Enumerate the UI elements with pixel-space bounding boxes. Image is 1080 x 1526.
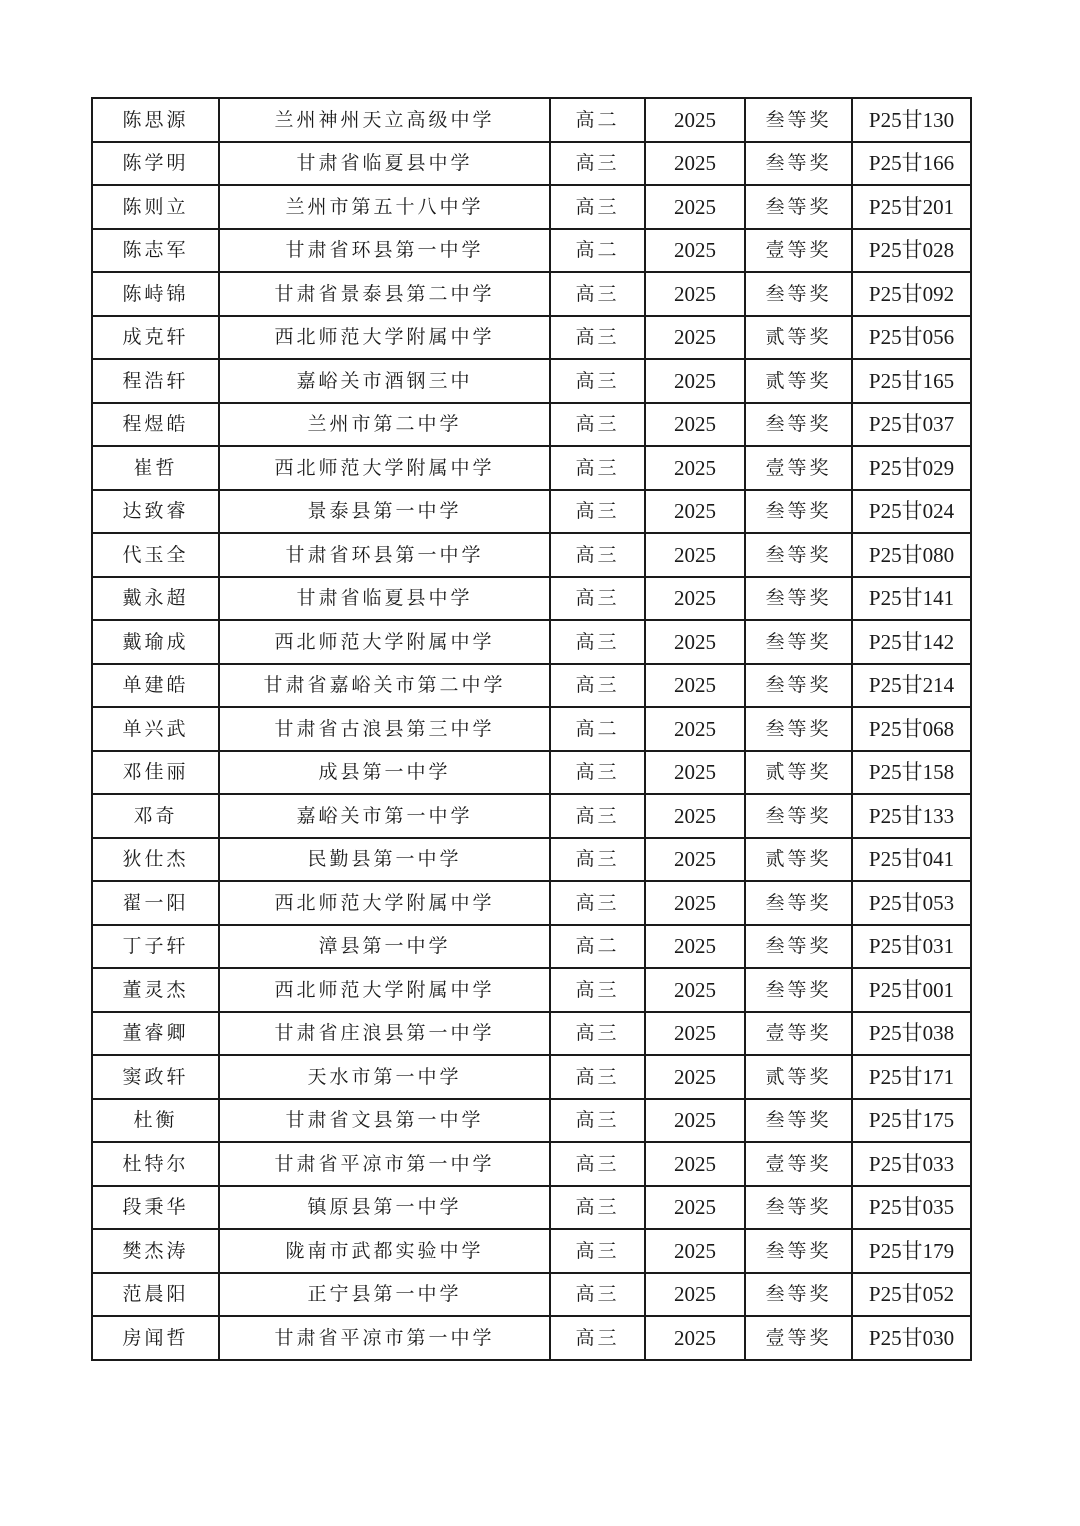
table-row — [92, 1012, 971, 1056]
year-cell: 2025 — [645, 403, 745, 447]
award-cell: 叁等奖 — [745, 98, 852, 142]
certificate-code-cell: P25甘035 — [852, 1186, 971, 1230]
school-cell: 西北师范大学附属中学 — [219, 316, 550, 360]
award-list-page — [91, 97, 970, 1361]
school-cell: 甘肃省临夏县中学 — [219, 577, 550, 621]
award-cell: 叁等奖 — [745, 664, 852, 708]
award-cell: 贰等奖 — [745, 838, 852, 882]
certificate-code-cell: P25甘052 — [852, 1273, 971, 1317]
table-row — [92, 620, 971, 664]
table-row — [92, 272, 971, 316]
school-cell: 甘肃省庄浪县第一中学 — [219, 1012, 550, 1056]
award-cell: 叁等奖 — [745, 403, 852, 447]
table-row — [92, 98, 971, 142]
certificate-code-cell: P25甘068 — [852, 707, 971, 751]
student-name-cell: 范晨阳 — [92, 1273, 219, 1317]
student-name-cell: 翟一阳 — [92, 881, 219, 925]
school-cell: 兰州市第二中学 — [219, 403, 550, 447]
student-name-cell: 陈思源 — [92, 98, 219, 142]
student-name-cell: 邓奇 — [92, 794, 219, 838]
certificate-code-cell: P25甘142 — [852, 620, 971, 664]
student-name-cell: 杜特尔 — [92, 1142, 219, 1186]
grade-cell: 高三 — [550, 620, 645, 664]
grade-cell: 高三 — [550, 881, 645, 925]
award-cell: 叁等奖 — [745, 1099, 852, 1143]
year-cell: 2025 — [645, 446, 745, 490]
table-row — [92, 1229, 971, 1273]
year-cell: 2025 — [645, 1012, 745, 1056]
school-cell: 甘肃省平凉市第一中学 — [219, 1316, 550, 1360]
student-name-cell: 狄仕杰 — [92, 838, 219, 882]
school-cell: 嘉峪关市酒钢三中 — [219, 359, 550, 403]
award-cell: 叁等奖 — [745, 1229, 852, 1273]
school-cell: 西北师范大学附属中学 — [219, 620, 550, 664]
award-cell: 壹等奖 — [745, 446, 852, 490]
grade-cell: 高三 — [550, 838, 645, 882]
grade-cell: 高三 — [550, 316, 645, 360]
award-cell: 叁等奖 — [745, 142, 852, 186]
year-cell: 2025 — [645, 838, 745, 882]
school-cell: 甘肃省平凉市第一中学 — [219, 1142, 550, 1186]
student-name-cell: 成克轩 — [92, 316, 219, 360]
student-name-cell: 丁子轩 — [92, 925, 219, 969]
certificate-code-cell: P25甘214 — [852, 664, 971, 708]
grade-cell: 高三 — [550, 490, 645, 534]
grade-cell: 高三 — [550, 1099, 645, 1143]
table-row — [92, 925, 971, 969]
year-cell: 2025 — [645, 620, 745, 664]
award-cell: 叁等奖 — [745, 490, 852, 534]
table-row — [92, 794, 971, 838]
table-row — [92, 751, 971, 795]
award-cell: 壹等奖 — [745, 1316, 852, 1360]
student-name-cell: 程浩轩 — [92, 359, 219, 403]
student-name-cell: 单建皓 — [92, 664, 219, 708]
award-cell: 叁等奖 — [745, 1273, 852, 1317]
year-cell: 2025 — [645, 533, 745, 577]
school-cell: 景泰县第一中学 — [219, 490, 550, 534]
grade-cell: 高三 — [550, 751, 645, 795]
year-cell: 2025 — [645, 1142, 745, 1186]
student-name-cell: 戴瑜成 — [92, 620, 219, 664]
grade-cell: 高三 — [550, 1186, 645, 1230]
award-cell: 叁等奖 — [745, 968, 852, 1012]
school-cell: 甘肃省环县第一中学 — [219, 533, 550, 577]
year-cell: 2025 — [645, 794, 745, 838]
school-cell: 兰州市第五十八中学 — [219, 185, 550, 229]
school-cell: 嘉峪关市第一中学 — [219, 794, 550, 838]
certificate-code-cell: P25甘030 — [852, 1316, 971, 1360]
year-cell: 2025 — [645, 1186, 745, 1230]
school-cell: 民勤县第一中学 — [219, 838, 550, 882]
year-cell: 2025 — [645, 1099, 745, 1143]
grade-cell: 高三 — [550, 1229, 645, 1273]
year-cell: 2025 — [645, 359, 745, 403]
grade-cell: 高三 — [550, 1142, 645, 1186]
grade-cell: 高三 — [550, 1316, 645, 1360]
school-cell: 甘肃省嘉峪关市第二中学 — [219, 664, 550, 708]
certificate-code-cell: P25甘141 — [852, 577, 971, 621]
certificate-code-cell: P25甘130 — [852, 98, 971, 142]
table-row — [92, 446, 971, 490]
school-cell: 西北师范大学附属中学 — [219, 446, 550, 490]
certificate-code-cell: P25甘024 — [852, 490, 971, 534]
table-row — [92, 577, 971, 621]
year-cell: 2025 — [645, 316, 745, 360]
certificate-code-cell: P25甘033 — [852, 1142, 971, 1186]
year-cell: 2025 — [645, 185, 745, 229]
award-cell: 贰等奖 — [745, 316, 852, 360]
certificate-code-cell: P25甘041 — [852, 838, 971, 882]
award-cell: 叁等奖 — [745, 620, 852, 664]
table-row — [92, 316, 971, 360]
table-row — [92, 1142, 971, 1186]
school-cell: 甘肃省景泰县第二中学 — [219, 272, 550, 316]
award-cell: 叁等奖 — [745, 881, 852, 925]
school-cell: 漳县第一中学 — [219, 925, 550, 969]
grade-cell: 高三 — [550, 968, 645, 1012]
school-cell: 镇原县第一中学 — [219, 1186, 550, 1230]
school-cell: 天水市第一中学 — [219, 1055, 550, 1099]
year-cell: 2025 — [645, 577, 745, 621]
award-table-body — [92, 98, 971, 1360]
year-cell: 2025 — [645, 272, 745, 316]
school-cell: 西北师范大学附属中学 — [219, 881, 550, 925]
year-cell: 2025 — [645, 1055, 745, 1099]
school-cell: 甘肃省临夏县中学 — [219, 142, 550, 186]
student-name-cell: 段秉华 — [92, 1186, 219, 1230]
certificate-code-cell: P25甘001 — [852, 968, 971, 1012]
award-cell: 壹等奖 — [745, 1012, 852, 1056]
student-name-cell: 董睿卿 — [92, 1012, 219, 1056]
grade-cell: 高三 — [550, 185, 645, 229]
award-cell: 贰等奖 — [745, 751, 852, 795]
certificate-code-cell: P25甘029 — [852, 446, 971, 490]
table-row — [92, 403, 971, 447]
student-name-cell: 程煜皓 — [92, 403, 219, 447]
certificate-code-cell: P25甘158 — [852, 751, 971, 795]
student-name-cell: 陈学明 — [92, 142, 219, 186]
certificate-code-cell: P25甘080 — [852, 533, 971, 577]
award-cell: 叁等奖 — [745, 185, 852, 229]
student-name-cell: 陈峙锦 — [92, 272, 219, 316]
student-name-cell: 单兴武 — [92, 707, 219, 751]
year-cell: 2025 — [645, 707, 745, 751]
certificate-code-cell: P25甘056 — [852, 316, 971, 360]
school-cell: 正宁县第一中学 — [219, 1273, 550, 1317]
table-row — [92, 707, 971, 751]
grade-cell: 高三 — [550, 142, 645, 186]
year-cell: 2025 — [645, 229, 745, 273]
award-cell: 叁等奖 — [745, 533, 852, 577]
student-name-cell: 房闻哲 — [92, 1316, 219, 1360]
grade-cell: 高三 — [550, 359, 645, 403]
table-row — [92, 229, 971, 273]
table-row — [92, 838, 971, 882]
student-name-cell: 杜衡 — [92, 1099, 219, 1143]
year-cell: 2025 — [645, 1229, 745, 1273]
certificate-code-cell: P25甘165 — [852, 359, 971, 403]
year-cell: 2025 — [645, 925, 745, 969]
certificate-code-cell: P25甘201 — [852, 185, 971, 229]
grade-cell: 高三 — [550, 446, 645, 490]
grade-cell: 高三 — [550, 403, 645, 447]
year-cell: 2025 — [645, 881, 745, 925]
grade-cell: 高三 — [550, 1273, 645, 1317]
certificate-code-cell: P25甘031 — [852, 925, 971, 969]
certificate-code-cell: P25甘133 — [852, 794, 971, 838]
table-row — [92, 664, 971, 708]
certificate-code-cell: P25甘038 — [852, 1012, 971, 1056]
grade-cell: 高三 — [550, 1055, 645, 1099]
table-row — [92, 1316, 971, 1360]
table-row — [92, 185, 971, 229]
table-row — [92, 968, 971, 1012]
grade-cell: 高三 — [550, 1012, 645, 1056]
student-name-cell: 陈则立 — [92, 185, 219, 229]
year-cell: 2025 — [645, 664, 745, 708]
student-name-cell: 代玉全 — [92, 533, 219, 577]
award-cell: 壹等奖 — [745, 229, 852, 273]
certificate-code-cell: P25甘037 — [852, 403, 971, 447]
award-cell: 叁等奖 — [745, 707, 852, 751]
grade-cell: 高三 — [550, 794, 645, 838]
certificate-code-cell: P25甘171 — [852, 1055, 971, 1099]
award-cell: 叁等奖 — [745, 577, 852, 621]
year-cell: 2025 — [645, 751, 745, 795]
student-name-cell: 董灵杰 — [92, 968, 219, 1012]
student-name-cell: 戴永超 — [92, 577, 219, 621]
award-cell: 贰等奖 — [745, 1055, 852, 1099]
award-table — [91, 97, 972, 1361]
student-name-cell: 樊杰涛 — [92, 1229, 219, 1273]
table-row — [92, 881, 971, 925]
grade-cell: 高二 — [550, 925, 645, 969]
award-cell: 叁等奖 — [745, 925, 852, 969]
grade-cell: 高二 — [550, 229, 645, 273]
certificate-code-cell: P25甘179 — [852, 1229, 971, 1273]
school-cell: 甘肃省古浪县第三中学 — [219, 707, 550, 751]
grade-cell: 高三 — [550, 577, 645, 621]
school-cell: 成县第一中学 — [219, 751, 550, 795]
year-cell: 2025 — [645, 490, 745, 534]
certificate-code-cell: P25甘028 — [852, 229, 971, 273]
table-row — [92, 1186, 971, 1230]
grade-cell: 高三 — [550, 272, 645, 316]
table-row — [92, 359, 971, 403]
school-cell: 甘肃省文县第一中学 — [219, 1099, 550, 1143]
grade-cell: 高二 — [550, 98, 645, 142]
award-cell: 叁等奖 — [745, 794, 852, 838]
grade-cell: 高三 — [550, 664, 645, 708]
table-row — [92, 490, 971, 534]
year-cell: 2025 — [645, 142, 745, 186]
year-cell: 2025 — [645, 98, 745, 142]
year-cell: 2025 — [645, 1316, 745, 1360]
table-row — [92, 1099, 971, 1143]
student-name-cell: 邓佳丽 — [92, 751, 219, 795]
grade-cell: 高二 — [550, 707, 645, 751]
student-name-cell: 窦政轩 — [92, 1055, 219, 1099]
table-row — [92, 142, 971, 186]
table-row — [92, 1273, 971, 1317]
year-cell: 2025 — [645, 968, 745, 1012]
student-name-cell: 崔哲 — [92, 446, 219, 490]
award-cell: 叁等奖 — [745, 272, 852, 316]
table-row — [92, 1055, 971, 1099]
table-row — [92, 533, 971, 577]
certificate-code-cell: P25甘175 — [852, 1099, 971, 1143]
award-cell: 壹等奖 — [745, 1142, 852, 1186]
school-cell: 甘肃省环县第一中学 — [219, 229, 550, 273]
student-name-cell: 陈志军 — [92, 229, 219, 273]
school-cell: 西北师范大学附属中学 — [219, 968, 550, 1012]
school-cell: 兰州神州天立高级中学 — [219, 98, 550, 142]
certificate-code-cell: P25甘166 — [852, 142, 971, 186]
student-name-cell: 达致睿 — [92, 490, 219, 534]
year-cell: 2025 — [645, 1273, 745, 1317]
school-cell: 陇南市武都实验中学 — [219, 1229, 550, 1273]
award-cell: 贰等奖 — [745, 359, 852, 403]
award-cell: 叁等奖 — [745, 1186, 852, 1230]
certificate-code-cell: P25甘053 — [852, 881, 971, 925]
grade-cell: 高三 — [550, 533, 645, 577]
certificate-code-cell: P25甘092 — [852, 272, 971, 316]
